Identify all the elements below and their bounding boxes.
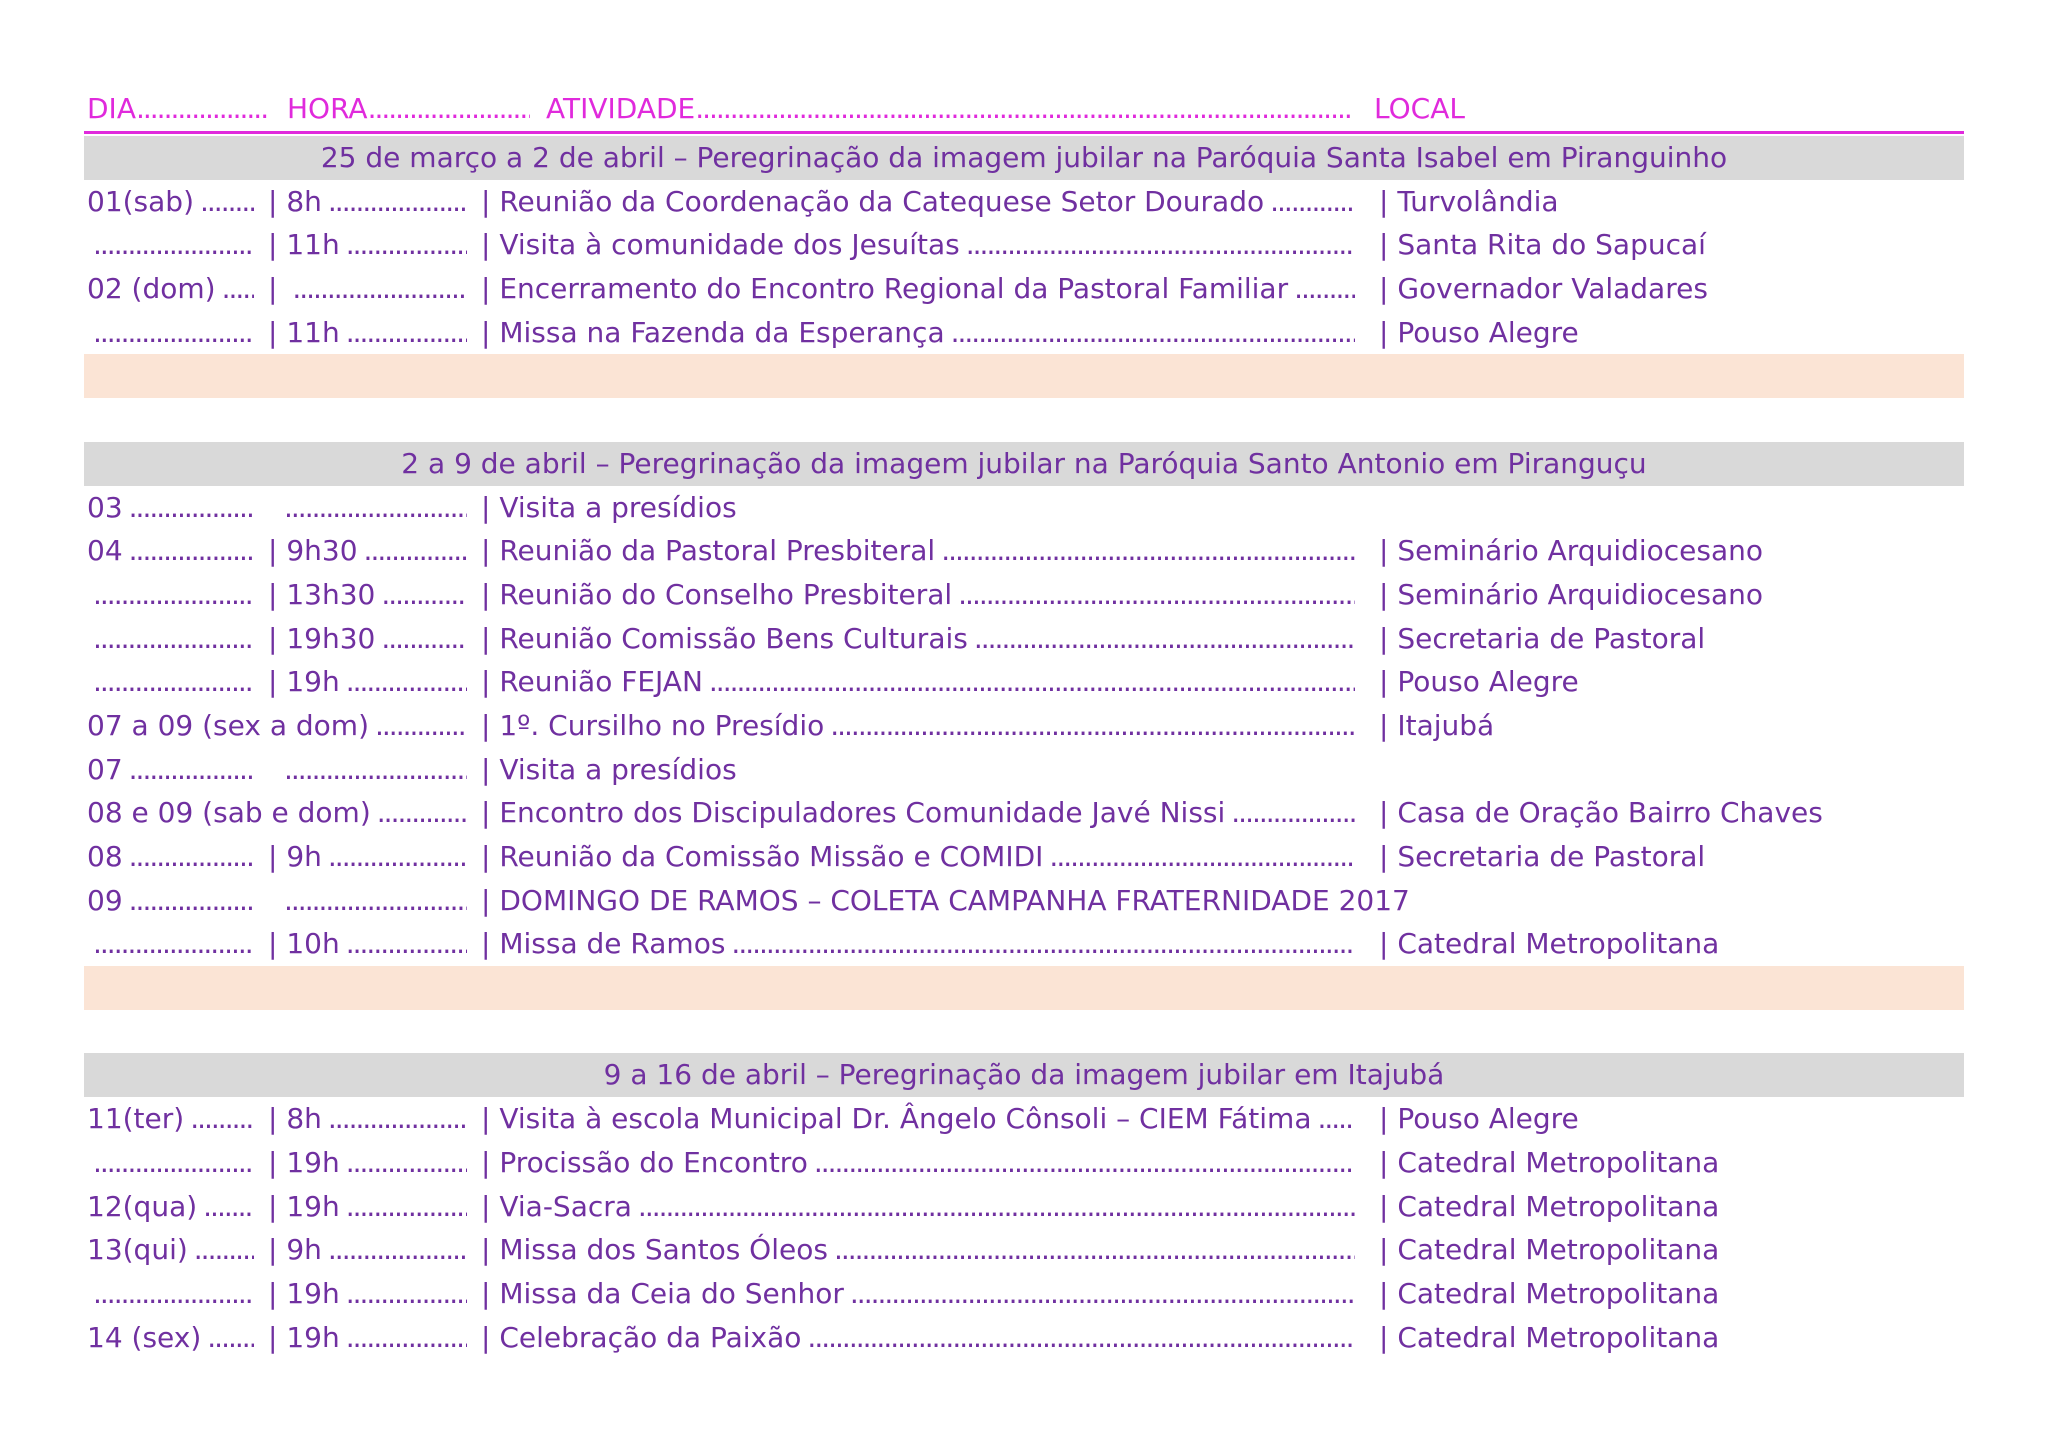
activity-cell xyxy=(481,272,1379,306)
day-cell xyxy=(87,1102,268,1136)
time-cell xyxy=(268,1277,481,1311)
location-text: | Catedral Metropolitana xyxy=(1397,927,1720,961)
activity-text: | Encerramento do Encontro Regional da Pastoral Familiar xyxy=(499,272,1289,306)
activity-cell xyxy=(481,665,1379,699)
location-cell xyxy=(1379,840,1964,874)
activity-text: | Visita a presídios xyxy=(499,752,737,786)
time-cell xyxy=(268,491,481,525)
activity-cell xyxy=(481,709,1379,743)
activity-cell xyxy=(481,927,1379,961)
schedule-row xyxy=(84,180,1964,224)
activity-text: | Reunião Comissão Bens Culturais xyxy=(499,621,968,655)
location-cell xyxy=(1379,1233,1964,1267)
section-title: 25 de março a 2 de abril – Peregrinação da imagem jubilar na Paróquia Santa Isabel em Piranguinho xyxy=(84,136,1964,180)
time-text: | 9h xyxy=(286,1233,322,1267)
location-cell xyxy=(1379,1321,1964,1355)
location-text: | Catedral Metropolitana xyxy=(1397,1320,1720,1354)
day-cell xyxy=(87,1321,268,1355)
time-cell xyxy=(268,1146,481,1180)
schedule-row xyxy=(84,1097,1964,1141)
day-text: 04 xyxy=(87,534,123,568)
location-cell xyxy=(1379,272,1964,306)
activity-text: | Visita a presídios xyxy=(499,490,737,524)
schedule-row xyxy=(84,791,1964,835)
day-text: 08 e 09 (sab e dom) xyxy=(87,796,371,830)
activity-text: | Missa na Fazenda da Esperança xyxy=(499,315,945,349)
day-cell xyxy=(87,665,268,699)
location-text: | Santa Rita do Sapucaí xyxy=(1397,228,1706,262)
location-text: | Catedral Metropolitana xyxy=(1397,1233,1720,1267)
activity-cell xyxy=(481,1102,1379,1136)
schedule-row xyxy=(84,1316,1964,1360)
day-range-cell xyxy=(87,796,481,830)
activity-text: | Missa dos Santos Óleos xyxy=(499,1233,828,1267)
location-text: | Seminário Arquidiocesano xyxy=(1397,534,1764,568)
schedule-row xyxy=(84,486,1964,530)
time-text: | 8h xyxy=(286,184,322,218)
schedule-row xyxy=(84,1272,1964,1316)
activity-cell xyxy=(481,316,1379,350)
activity-cell xyxy=(481,1190,1379,1224)
day-cell xyxy=(87,1277,268,1311)
location-cell xyxy=(1379,1190,1964,1224)
schedule-row xyxy=(84,922,1964,966)
location-text: | Seminário Arquidiocesano xyxy=(1397,577,1764,611)
activity-text: | Via-Sacra xyxy=(499,1189,632,1223)
location-cell xyxy=(1379,709,1964,743)
time-text: | 13h30 xyxy=(286,577,376,611)
day-cell xyxy=(87,753,268,787)
time-cell xyxy=(268,665,481,699)
activity-text: | Visita à comunidade dos Jesuítas xyxy=(499,228,960,262)
day-text: 11(ter) xyxy=(87,1102,185,1136)
day-range-cell xyxy=(87,709,481,743)
day-cell xyxy=(87,622,268,656)
time-cell xyxy=(268,1102,481,1136)
location-cell xyxy=(1379,185,1964,219)
activity-cell xyxy=(481,796,1379,830)
day-text: 07 xyxy=(87,752,123,786)
location-cell xyxy=(1379,665,1964,699)
location-column-header xyxy=(1374,92,1964,125)
time-column-label: HORA xyxy=(287,92,368,125)
activity-cell xyxy=(481,1321,1379,1355)
time-cell xyxy=(268,272,481,306)
location-column-label: LOCAL xyxy=(1374,92,1465,125)
activity-cell xyxy=(481,753,1964,787)
time-text: | 19h xyxy=(286,1145,340,1179)
activity-cell xyxy=(481,1233,1379,1267)
day-text: 13(qui) xyxy=(87,1233,188,1267)
location-cell xyxy=(1379,1146,1964,1180)
location-cell xyxy=(1379,228,1964,262)
time-column-header xyxy=(287,92,546,125)
time-cell xyxy=(268,578,481,612)
time-text: | 11h xyxy=(286,315,340,349)
time-cell xyxy=(268,228,481,262)
time-text: | 19h30 xyxy=(286,621,376,655)
schedule-row xyxy=(84,835,1964,879)
location-cell xyxy=(1379,534,1964,568)
time-text: | 9h xyxy=(286,840,322,874)
schedule-row xyxy=(84,879,1964,923)
day-cell xyxy=(87,840,268,874)
section-title: 2 a 9 de abril – Peregrinação da imagem jubilar na Paróquia Santo Antonio em Piranguçu xyxy=(84,442,1964,486)
time-cell xyxy=(268,316,481,350)
day-text: 08 xyxy=(87,840,123,874)
section-separator xyxy=(84,354,1964,398)
location-text: | Pouso Alegre xyxy=(1397,315,1579,349)
week-section-3 xyxy=(84,1053,1964,1359)
schedule-row xyxy=(84,223,1964,267)
activity-cell xyxy=(481,578,1379,612)
day-cell xyxy=(87,534,268,568)
location-text: | Secretaria de Pastoral xyxy=(1397,840,1706,874)
section-gap xyxy=(84,398,1964,442)
schedule-row xyxy=(84,748,1964,792)
time-text: | 19h xyxy=(286,665,340,699)
location-text: | Secretaria de Pastoral xyxy=(1397,621,1706,655)
schedule-row xyxy=(84,1185,1964,1229)
week-section-1 xyxy=(84,136,1964,398)
activity-text: | Missa de Ramos xyxy=(499,927,726,961)
location-text: | Itajubá xyxy=(1397,708,1495,742)
schedule-row xyxy=(84,1141,1964,1185)
time-cell xyxy=(268,840,481,874)
location-text: | Casa de Oração Bairro Chaves xyxy=(1397,796,1823,830)
schedule-row xyxy=(84,573,1964,617)
location-text: | Catedral Metropolitana xyxy=(1397,1189,1720,1223)
activity-cell xyxy=(481,884,1964,918)
time-text: | 10h xyxy=(286,927,340,961)
day-column-label: DIA xyxy=(87,92,136,125)
day-cell xyxy=(87,185,268,219)
location-text: | Catedral Metropolitana xyxy=(1397,1145,1720,1179)
schedule-row xyxy=(84,1228,1964,1272)
activity-text: | DOMINGO DE RAMOS – COLETA CAMPANHA FRATERNIDADE 2017 xyxy=(499,883,1410,917)
activity-cell xyxy=(481,1277,1379,1311)
activity-cell xyxy=(481,840,1379,874)
location-text: | Turvolândia xyxy=(1397,184,1559,218)
time-cell xyxy=(268,1233,481,1267)
day-text: 09 xyxy=(87,883,123,917)
location-cell xyxy=(1379,1102,1964,1136)
location-cell xyxy=(1379,927,1964,961)
location-cell xyxy=(1379,796,1964,830)
activity-text: | Visita à escola Municipal Dr. Ângelo Cônsoli – CIEM Fátima xyxy=(499,1102,1312,1136)
day-cell xyxy=(87,927,268,961)
location-text: | Pouso Alegre xyxy=(1397,665,1579,699)
activity-column-label: ATIVIDADE xyxy=(546,92,696,125)
time-cell xyxy=(268,534,481,568)
schedule-row xyxy=(84,704,1964,748)
activity-cell xyxy=(481,491,1964,525)
activity-text: | Reunião FEJAN xyxy=(499,665,703,699)
day-cell xyxy=(87,1146,268,1180)
column-header xyxy=(84,86,1964,134)
location-text: | Governador Valadares xyxy=(1397,272,1708,306)
activity-cell xyxy=(481,185,1379,219)
activity-text: | Missa da Ceia do Senhor xyxy=(499,1276,844,1310)
section-title: 9 a 16 de abril – Peregrinação da imagem jubilar em Itajubá xyxy=(84,1053,1964,1097)
activity-text: | Reunião do Conselho Presbiteral xyxy=(499,577,953,611)
location-text: | Pouso Alegre xyxy=(1397,1102,1579,1136)
day-text: 07 a 09 (sex a dom) xyxy=(87,708,369,742)
activity-text: | Reunião da Pastoral Presbiteral xyxy=(499,534,936,568)
time-text: | 11h xyxy=(286,228,340,262)
week-section-2 xyxy=(84,442,1964,1010)
day-cell xyxy=(87,316,268,350)
day-cell xyxy=(87,884,268,918)
schedule-row xyxy=(84,617,1964,661)
schedule-row xyxy=(84,267,1964,311)
day-text: 01(sab) xyxy=(87,184,194,218)
activity-text: | 1º. Cursilho no Presídio xyxy=(499,708,825,742)
day-text: 12(qua) xyxy=(87,1189,198,1223)
time-cell xyxy=(268,1321,481,1355)
section-separator xyxy=(84,966,1964,1010)
schedule-sheet xyxy=(84,86,1964,1359)
location-cell xyxy=(1379,1277,1964,1311)
schedule-row xyxy=(84,660,1964,704)
day-text: 02 (dom) xyxy=(87,272,216,306)
activity-text: | Encontro dos Discipuladores Comunidade Javé Nissi xyxy=(499,796,1226,830)
day-cell xyxy=(87,491,268,525)
location-cell xyxy=(1379,622,1964,656)
day-cell xyxy=(87,578,268,612)
day-cell xyxy=(87,228,268,262)
time-text: | 19h xyxy=(286,1320,340,1354)
location-text: | Catedral Metropolitana xyxy=(1397,1276,1720,1310)
time-text: | 8h xyxy=(286,1102,322,1136)
schedule-row xyxy=(84,311,1964,355)
activity-cell xyxy=(481,1146,1379,1180)
time-cell xyxy=(268,1190,481,1224)
day-cell xyxy=(87,1190,268,1224)
activity-text: | Celebração da Paixão xyxy=(499,1320,802,1354)
location-cell xyxy=(1379,578,1964,612)
time-text: | 9h30 xyxy=(286,534,358,568)
time-cell xyxy=(268,622,481,656)
activity-text: | Reunião da Coordenação da Catequese Setor Dourado xyxy=(499,184,1265,218)
day-cell xyxy=(87,272,268,306)
activity-text: | Reunião da Comissão Missão e COMIDI xyxy=(499,840,1044,874)
time-cell xyxy=(268,884,481,918)
schedule-row xyxy=(84,529,1964,573)
activity-cell xyxy=(481,228,1379,262)
day-column-header xyxy=(87,92,287,125)
time-cell xyxy=(268,185,481,219)
activity-column-header xyxy=(546,92,1374,125)
time-text: | 19h xyxy=(286,1276,340,1310)
time-text: | 19h xyxy=(286,1189,340,1223)
location-cell xyxy=(1379,316,1964,350)
day-text: 14 (sex) xyxy=(87,1320,202,1354)
time-cell xyxy=(268,927,481,961)
day-text: 03 xyxy=(87,490,123,524)
activity-cell xyxy=(481,622,1379,656)
time-cell xyxy=(268,753,481,787)
activity-cell xyxy=(481,534,1379,568)
activity-text: | Procissão do Encontro xyxy=(499,1145,808,1179)
section-gap xyxy=(84,1010,1964,1054)
day-cell xyxy=(87,1233,268,1267)
